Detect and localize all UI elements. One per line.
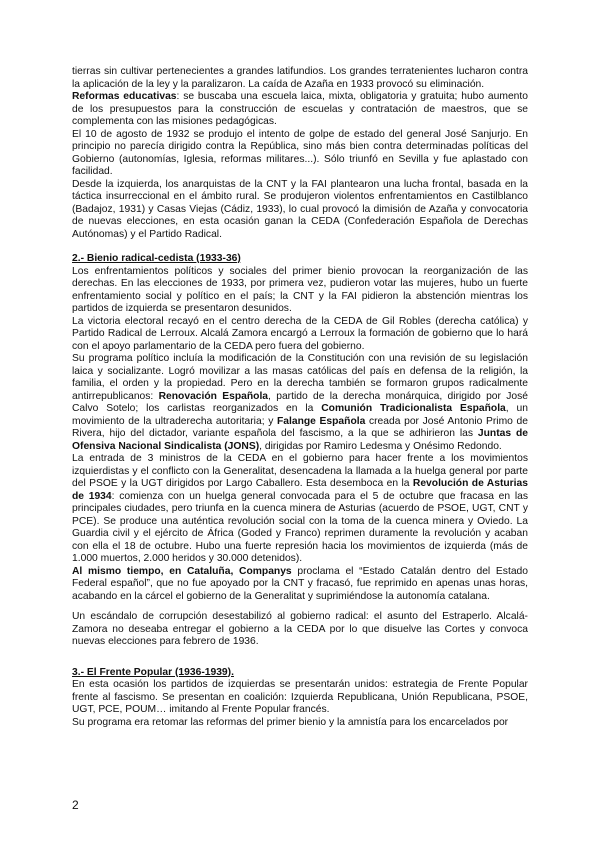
paragraph: Los enfrentamientos políticos y sociales del primer bienio provocan la reorganización de las derechas. En las elecciones de 1933, por primera vez, pudieron votar las mujeres, hubo un fuerte enfrentamiento social y político en el país; la CNT y la FAI pidieron la abstención mientras los partidos de izquierda se presentaron desunidos. — [72, 265, 528, 314]
page-number: 2 — [72, 798, 79, 812]
paragraph — [72, 91, 528, 129]
bold-term: Renovación Española — [158, 390, 269, 402]
text-run: creada por José Antonio Primo de Rivera, hijo del dictador, variante española del fascismo, a la que se adhirieron las — [72, 415, 528, 439]
paragraph: tierras sin cultivar pertenecientes a grandes latifundios. Los grandes terratenientes lucharon contra la aplicación de la ley y la paralizaron. La caída de Azaña en 1933 provocó su eliminación. — [72, 66, 528, 90]
paragraph: El 10 de agosto de 1932 se produjo el intento de golpe de estado del general José Sanjurjo. En principio no parecía dirigido contra la República, sino más bien contra determinadas políticas del Gobierno (autonomías, Iglesia, reformas militares...). Sólo triunfó en Sevilla y fue aplastado con facilidad. — [72, 128, 528, 177]
text-run: : comienza con un huelga general convocada para el 5 de octubre que fracasa en las principales ciudades, pero triunfa en la cuenca minera de Asturias (acuerdo de PSOE, UGT, CNT y PCE). Se produce una auténtica revolución social con la toma de la cuenca minera y Oviedo. La Guardia civil y el ejército de África (Goded y Franco) reprimen duramente la revolución y acaban con ella el 18 de octubre. Hubo una fuerte represión hacia los movimientos de izquierda (más de 1.000 muertos, 2.000 heridos y 30.000 detenidos). — [72, 490, 528, 564]
bold-term: Revolución de Asturias de 1934 — [72, 478, 528, 502]
bold-term: Reformas educativas — [72, 91, 177, 102]
text-run: proclama el “Estado Catalán dentro del Estado Federal español”, que no fue apoyado por la CNT y fracasó, fue reprimido en apenas unas horas, acabando en la cárcel el gobierno de la Generalitat y suprimiéndose la autonomía catalana. — [72, 565, 528, 602]
text-run: La entrada de 3 ministros de la CEDA en el gobierno para hacer frente a los movimientos izquierdistas y el conflicto con la Generalitat, desencadena la llamada a la huelga general por parte del PSOE y la UGT dirigidos por Largo Caballero. Esta desemboca en la — [72, 453, 528, 489]
text-run: : se buscaba una escuela laica, mixta, obligatoria y gratuita; hubo aumento de los presupuestos para la construcción de escuelas y contratación de maestros, que se complementa con las misiones pedagógicas. — [72, 91, 528, 127]
paragraph: En esta ocasión los partidos de izquierdas se presentarán unidos: estrategia de Frente Popular frente al fascismo. Se presentan en coalición: Izquierda Republicana, Unión Republicana, PSOE, UGT, PCE, POUM… imitando al Frente Popular francés. — [72, 679, 528, 715]
text-run: , partido de la derecha monárquica, dirigido por José Calvo Sotelo; los carlistas reorganizados en la — [72, 390, 529, 414]
paragraph: La victoria electoral recayó en el centro derecha de la CEDA de Gil Robles (derecha católica) y Partido Radical de Lerroux. Alcalá Zamora encargó a Lerroux la formación de gobierno que lo hará con el apoyo parlamentario de la CEDA pero fuera del gobierno. — [72, 315, 528, 352]
paragraph: Desde la izquierda, los anarquistas de la CNT y la FAI plantearon una lucha frontal, basada en la táctica insurreccional en el ámbito rural. Se produjeron violentos enfrentamientos en Castilblanco (Badajoz, 1931) y Casas Viejas (Cádiz, 1933), lo cual provocó la dimisión de Azaña y convocatoria de nuevas elecciones, en esta ocasión ganan la CEDA (Confederación Española de Derechas Autónomas) y el Partido Radical. — [72, 178, 528, 240]
bold-term: Falange Española — [277, 415, 366, 427]
paragraph: Un escándalo de corrupción desestabilizó al gobierno radical: el asunto del Estraperlo. Alcalá-Zamora no deseaba entregar el gobierno a la CEDA por lo que disuelve las Cortes y convoca nuevas elecciones para febrero de 1936. — [72, 611, 528, 647]
section-heading: 3.- El Frente Popular (1936-1939). — [72, 666, 234, 678]
bold-term: Comunión Tradicionalista Española — [321, 403, 506, 414]
bold-term: Al mismo tiempo, en Cataluña, Companys — [72, 565, 292, 577]
text-run: Su programa político incluía la modificación de la Constitución con una revisión de su legislación laica y socializante. Logró movilizar a las masas católicas del país en defensa de la religión, la familia, el orden y la propiedad. Pero en la derecha también se formaron grupos radicalmente antirrepublicanos: — [72, 353, 528, 402]
paragraph — [72, 566, 528, 604]
bold-term: Juntas de Ofensiva Nacional Sindicalista (JONS) — [72, 428, 528, 452]
text-run: , un movimiento de la ultraderecha autoritaria; y — [72, 403, 528, 427]
text-run: , dirigidas por Ramiro Ledesma y Onésimo Redondo. — [259, 440, 502, 452]
document-page — [72, 66, 528, 729]
paragraph: Su programa era retomar las reformas del primer bienio y la amnistía para los encarcelados por — [72, 716, 509, 728]
paragraph — [72, 353, 528, 453]
section-heading: 2.- Bienio radical-cedista (1933-36) — [72, 253, 241, 264]
paragraph — [72, 453, 528, 566]
